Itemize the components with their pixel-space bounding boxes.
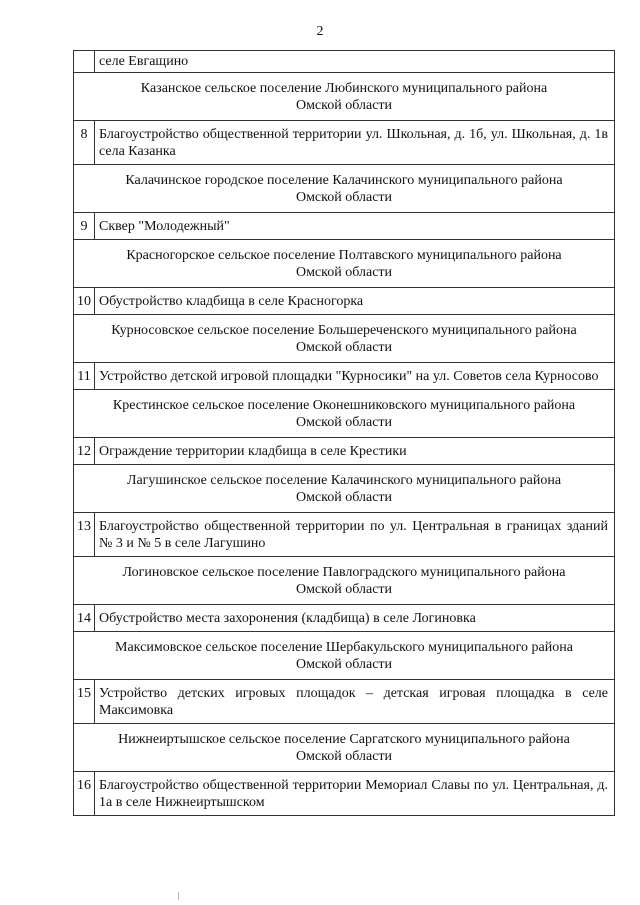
section-heading-line2: Омской области	[295, 190, 393, 205]
section-heading-row	[74, 632, 615, 680]
section-heading-line1: Нижнеиртышское сельское поселение Саргатского муниципального района	[118, 732, 570, 747]
scan-mark	[178, 892, 179, 900]
table-row	[74, 438, 615, 465]
table-row	[74, 772, 615, 816]
section-heading-line1: Курносовское сельское поселение Большереченского муниципального района	[111, 323, 577, 338]
section-heading-row	[74, 724, 615, 772]
section-heading	[74, 390, 615, 438]
section-heading	[74, 165, 615, 213]
section-heading-line1: Казанское сельское поселение Любинского муниципального района	[140, 81, 548, 96]
section-heading-row	[74, 465, 615, 513]
row-text: Устройство детских игровых площадок – детская игровая площадка в селе Максимовка	[95, 680, 615, 724]
row-number: 16	[74, 772, 95, 816]
section-heading-line1: Красногорское сельское поселение Полтавского муниципального района	[126, 248, 562, 263]
row-number: 13	[74, 513, 95, 557]
row-text: Обустройство кладбища в селе Красногорка	[95, 288, 615, 315]
table-row	[74, 288, 615, 315]
section-heading-line1: Максимовское сельское поселение Шербакульского муниципального района	[115, 640, 573, 655]
section-heading-row	[74, 73, 615, 121]
section-heading-row	[74, 240, 615, 288]
row-text: Обустройство места захоронения (кладбища) в селе Логиновка	[95, 605, 615, 632]
section-heading-row	[74, 165, 615, 213]
row-number: 11	[74, 363, 95, 390]
section-heading-line1: Лагушинское сельское поселение Калачинского муниципального района	[126, 473, 562, 488]
row-number: 15	[74, 680, 95, 724]
row-text: Устройство детской игровой площадки "Курносики" на ул. Советов села Курносово	[95, 363, 615, 390]
table-row	[74, 213, 615, 240]
section-heading-line2: Омской области	[295, 340, 393, 355]
row-text: селе Евгащино	[95, 51, 615, 73]
row-number: 12	[74, 438, 95, 465]
row-text: Сквер "Молодежный"	[95, 213, 615, 240]
projects-table	[73, 50, 615, 816]
section-heading	[74, 315, 615, 363]
section-heading-line1: Крестинское сельское поселение Оконешниковского муниципального района	[112, 398, 576, 413]
section-heading-line1: Логиновское сельское поселение Павлоградского муниципального района	[122, 565, 566, 580]
section-heading-row	[74, 315, 615, 363]
section-heading-line2: Омской области	[295, 98, 393, 113]
section-heading	[74, 557, 615, 605]
row-text: Благоустройство общественной территории по ул. Центральная в границах зданий № 3 и № 5 в селе Лагушино	[95, 513, 615, 557]
section-heading-line2: Омской области	[295, 749, 393, 764]
row-number	[74, 51, 95, 73]
table-row	[74, 121, 615, 165]
row-number: 14	[74, 605, 95, 632]
row-number: 10	[74, 288, 95, 315]
table-row-continuation	[74, 51, 615, 73]
row-text: Благоустройство общественной территории ул. Школьная, д. 1б, ул. Школьная, д. 1в села Казанка	[95, 121, 615, 165]
section-heading	[74, 724, 615, 772]
section-heading	[74, 73, 615, 121]
section-heading	[74, 240, 615, 288]
table-row	[74, 363, 615, 390]
section-heading	[74, 465, 615, 513]
row-number: 9	[74, 213, 95, 240]
section-heading-line2: Омской области	[295, 265, 393, 280]
table-row	[74, 680, 615, 724]
section-heading	[74, 632, 615, 680]
row-text: Благоустройство общественной территории Мемориал Славы по ул. Центральная, д. 1а в селе Нижнеиртышском	[95, 772, 615, 816]
row-text: Ограждение территории кладбища в селе Крестики	[95, 438, 615, 465]
page-number: 2	[316, 24, 324, 39]
row-number: 8	[74, 121, 95, 165]
section-heading-row	[74, 557, 615, 605]
section-heading-line2: Омской области	[295, 415, 393, 430]
section-heading-row	[74, 390, 615, 438]
section-heading-line2: Омской области	[295, 657, 393, 672]
section-heading-line1: Калачинское городское поселение Калачинского муниципального района	[125, 173, 563, 188]
section-heading-line2: Омской области	[295, 490, 393, 505]
section-heading-line2: Омской области	[295, 582, 393, 597]
table-row	[74, 513, 615, 557]
table-row	[74, 605, 615, 632]
